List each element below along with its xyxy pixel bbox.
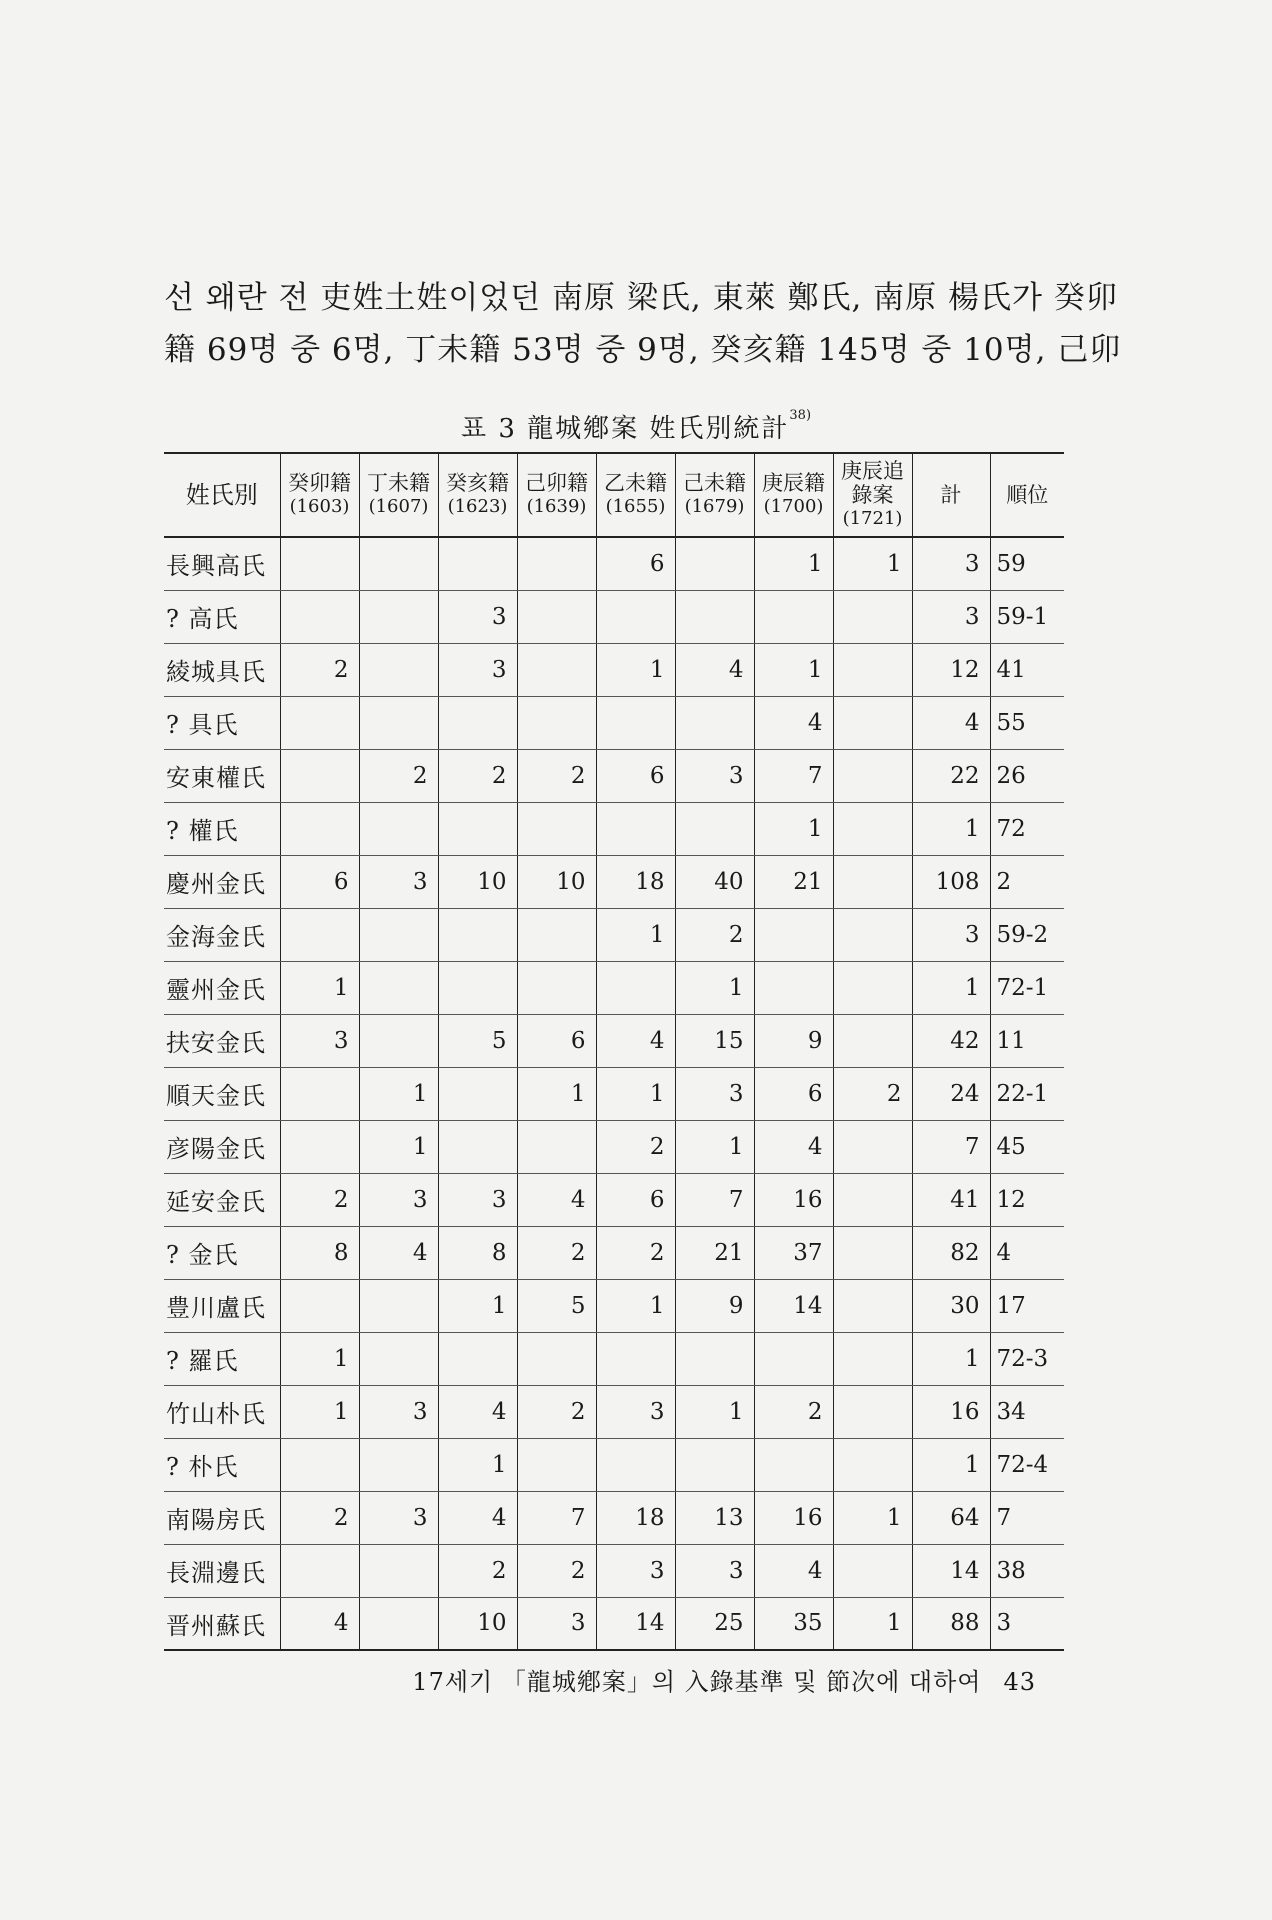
total-cell: 7: [912, 1120, 990, 1173]
table-row: [164, 537, 1064, 590]
total-cell: 41: [912, 1173, 990, 1226]
count-cell: [596, 1438, 675, 1491]
count-cell: 3: [359, 1491, 438, 1544]
count-cell: [517, 908, 596, 961]
count-cell: 1: [675, 1385, 754, 1438]
count-cell: 1: [438, 1279, 517, 1332]
rank-cell: 41: [990, 643, 1064, 696]
count-cell: 4: [754, 1120, 833, 1173]
count-cell: 10: [438, 1597, 517, 1650]
count-cell: 1: [833, 1597, 912, 1650]
count-cell: [833, 1279, 912, 1332]
total-cell: 16: [912, 1385, 990, 1438]
count-cell: [359, 908, 438, 961]
count-cell: 35: [754, 1597, 833, 1650]
column-header-year: (1655): [605, 496, 666, 517]
surname-statistics-table: [164, 452, 1064, 1651]
column-header: [438, 453, 517, 537]
total-cell: 1: [912, 1438, 990, 1491]
count-cell: [517, 590, 596, 643]
rank-cell: 45: [990, 1120, 1064, 1173]
surname-cell: 延安金氏: [164, 1173, 280, 1226]
count-cell: 1: [596, 908, 675, 961]
table-body: [164, 537, 1064, 1650]
table-header: [164, 453, 1064, 537]
count-cell: 8: [280, 1226, 359, 1279]
count-cell: [517, 1438, 596, 1491]
count-cell: [754, 908, 833, 961]
count-cell: 15: [675, 1014, 754, 1067]
count-cell: 3: [517, 1597, 596, 1650]
rank-cell: 72-1: [990, 961, 1064, 1014]
count-cell: [517, 1332, 596, 1385]
rank-cell: 72-3: [990, 1332, 1064, 1385]
column-header: [164, 453, 280, 537]
count-cell: 1: [359, 1067, 438, 1120]
table-row: [164, 1173, 1064, 1226]
count-cell: [517, 802, 596, 855]
count-cell: [280, 537, 359, 590]
count-cell: [596, 802, 675, 855]
count-cell: [280, 1120, 359, 1173]
table-row: [164, 749, 1064, 802]
rank-cell: 26: [990, 749, 1064, 802]
table-row: [164, 908, 1064, 961]
count-cell: 1: [675, 961, 754, 1014]
count-cell: 3: [359, 855, 438, 908]
count-cell: 9: [754, 1014, 833, 1067]
rank-cell: 11: [990, 1014, 1064, 1067]
count-cell: [833, 855, 912, 908]
count-cell: [833, 696, 912, 749]
count-cell: [517, 961, 596, 1014]
count-cell: 6: [517, 1014, 596, 1067]
column-header-label: 癸亥籍: [446, 471, 509, 495]
count-cell: 1: [596, 1279, 675, 1332]
count-cell: 6: [596, 1173, 675, 1226]
count-cell: 3: [675, 1067, 754, 1120]
column-header-year: (1679): [684, 496, 745, 517]
count-cell: [833, 1120, 912, 1173]
table-row: [164, 802, 1064, 855]
surname-cell: 靈州金氏: [164, 961, 280, 1014]
surname-cell: ? 朴氏: [164, 1438, 280, 1491]
count-cell: 3: [596, 1544, 675, 1597]
count-cell: [833, 961, 912, 1014]
count-cell: 1: [359, 1120, 438, 1173]
count-cell: 2: [675, 908, 754, 961]
count-cell: 4: [438, 1385, 517, 1438]
count-cell: [517, 696, 596, 749]
column-header-year: (1721): [842, 508, 903, 529]
page-number: 43: [1003, 1668, 1036, 1696]
count-cell: [833, 643, 912, 696]
count-cell: [359, 1438, 438, 1491]
count-cell: 8: [438, 1226, 517, 1279]
surname-cell: 豊川盧氏: [164, 1279, 280, 1332]
column-header-year: (1639): [526, 496, 587, 517]
count-cell: 1: [596, 643, 675, 696]
count-cell: 3: [438, 590, 517, 643]
count-cell: [280, 590, 359, 643]
rank-cell: 3: [990, 1597, 1064, 1650]
column-header: [990, 453, 1064, 537]
count-cell: 18: [596, 855, 675, 908]
count-cell: 13: [675, 1491, 754, 1544]
count-cell: [359, 1332, 438, 1385]
surname-cell: ? 具氏: [164, 696, 280, 749]
count-cell: 16: [754, 1173, 833, 1226]
column-header-label: 庚辰追錄案: [841, 459, 904, 507]
table-row: [164, 1014, 1064, 1067]
surname-cell: ? 羅氏: [164, 1332, 280, 1385]
column-header: [280, 453, 359, 537]
count-cell: [438, 908, 517, 961]
count-cell: [833, 1385, 912, 1438]
count-cell: 37: [754, 1226, 833, 1279]
total-cell: 3: [912, 908, 990, 961]
count-cell: 40: [675, 855, 754, 908]
column-header-label: 己卯籍: [525, 471, 588, 495]
count-cell: [833, 1544, 912, 1597]
surname-cell: 金海金氏: [164, 908, 280, 961]
total-cell: 108: [912, 855, 990, 908]
running-title: 17세기 「龍城鄕案」의 入錄基準 및 節次에 대하여: [412, 1668, 982, 1696]
column-header-year: (1700): [763, 496, 824, 517]
count-cell: [359, 643, 438, 696]
count-cell: 4: [438, 1491, 517, 1544]
column-header-year: (1607): [368, 496, 429, 517]
count-cell: [280, 1279, 359, 1332]
column-header: [517, 453, 596, 537]
count-cell: 4: [517, 1173, 596, 1226]
count-cell: 4: [359, 1226, 438, 1279]
count-cell: [359, 696, 438, 749]
count-cell: [675, 802, 754, 855]
rank-cell: 55: [990, 696, 1064, 749]
count-cell: 14: [754, 1279, 833, 1332]
count-cell: 4: [754, 1544, 833, 1597]
count-cell: 6: [596, 749, 675, 802]
count-cell: [438, 1120, 517, 1173]
count-cell: [359, 537, 438, 590]
total-cell: 42: [912, 1014, 990, 1067]
column-header-year: (1623): [447, 496, 508, 517]
count-cell: 3: [438, 643, 517, 696]
count-cell: 4: [675, 643, 754, 696]
surname-cell: 長興高氏: [164, 537, 280, 590]
count-cell: 14: [596, 1597, 675, 1650]
rank-cell: 17: [990, 1279, 1064, 1332]
count-cell: [833, 1226, 912, 1279]
count-cell: 1: [517, 1067, 596, 1120]
rank-cell: 59-2: [990, 908, 1064, 961]
count-cell: [280, 696, 359, 749]
surname-cell: ? 高氏: [164, 590, 280, 643]
count-cell: [833, 590, 912, 643]
column-header-year: (1603): [289, 496, 350, 517]
count-cell: 3: [280, 1014, 359, 1067]
count-cell: 4: [280, 1597, 359, 1650]
count-cell: 1: [438, 1438, 517, 1491]
count-cell: 1: [754, 643, 833, 696]
paragraph-line-1: 선 왜란 전 吏姓土姓이었던 南原 梁氏, 東萊 鄭氏, 南原 楊氏가 癸卯: [164, 280, 1118, 316]
count-cell: 1: [754, 802, 833, 855]
count-cell: [438, 802, 517, 855]
table-row: [164, 1226, 1064, 1279]
count-cell: 5: [438, 1014, 517, 1067]
count-cell: [596, 696, 675, 749]
count-cell: [517, 1120, 596, 1173]
rank-cell: 72: [990, 802, 1064, 855]
count-cell: 1: [596, 1067, 675, 1120]
total-cell: 12: [912, 643, 990, 696]
count-cell: [754, 961, 833, 1014]
header-row: [164, 453, 1064, 537]
total-cell: 82: [912, 1226, 990, 1279]
total-cell: 1: [912, 1332, 990, 1385]
total-cell: 64: [912, 1491, 990, 1544]
count-cell: 3: [359, 1173, 438, 1226]
count-cell: [280, 802, 359, 855]
count-cell: [359, 1014, 438, 1067]
total-cell: 14: [912, 1544, 990, 1597]
table-row: [164, 696, 1064, 749]
running-footer: [0, 1662, 1036, 1697]
body-paragraph: [164, 272, 1122, 376]
column-header-label: 己未籍: [683, 471, 746, 495]
table-row: [164, 855, 1064, 908]
count-cell: [833, 1438, 912, 1491]
count-cell: 2: [754, 1385, 833, 1438]
table-row: [164, 1279, 1064, 1332]
count-cell: [359, 961, 438, 1014]
table-row: [164, 1544, 1064, 1597]
count-cell: [754, 590, 833, 643]
surname-cell: 竹山朴氏: [164, 1385, 280, 1438]
surname-cell: 彦陽金氏: [164, 1120, 280, 1173]
count-cell: [359, 1544, 438, 1597]
count-cell: [833, 749, 912, 802]
count-cell: [438, 1332, 517, 1385]
count-cell: 7: [517, 1491, 596, 1544]
column-header-label: 乙未籍: [604, 471, 667, 495]
surname-cell: 南陽房氏: [164, 1491, 280, 1544]
count-cell: [359, 1279, 438, 1332]
count-cell: 2: [596, 1226, 675, 1279]
count-cell: 2: [280, 643, 359, 696]
count-cell: 5: [517, 1279, 596, 1332]
count-cell: 6: [596, 537, 675, 590]
count-cell: [833, 1332, 912, 1385]
table-row: [164, 1385, 1064, 1438]
count-cell: [280, 908, 359, 961]
column-header: [596, 453, 675, 537]
table-row: [164, 590, 1064, 643]
surname-cell: 晋州蘇氏: [164, 1597, 280, 1650]
count-cell: [675, 590, 754, 643]
footnote-marker: 38): [789, 408, 812, 423]
count-cell: 21: [675, 1226, 754, 1279]
surname-cell: ? 金氏: [164, 1226, 280, 1279]
column-header-label: 計: [940, 483, 962, 507]
count-cell: [438, 1067, 517, 1120]
count-cell: [280, 1438, 359, 1491]
count-cell: [675, 1438, 754, 1491]
count-cell: [833, 802, 912, 855]
rank-cell: 22-1: [990, 1067, 1064, 1120]
total-cell: 24: [912, 1067, 990, 1120]
count-cell: 18: [596, 1491, 675, 1544]
count-cell: [754, 1438, 833, 1491]
table-row: [164, 1438, 1064, 1491]
column-header: [754, 453, 833, 537]
count-cell: 1: [833, 537, 912, 590]
total-cell: 22: [912, 749, 990, 802]
count-cell: 10: [517, 855, 596, 908]
rank-cell: 59-1: [990, 590, 1064, 643]
count-cell: [833, 908, 912, 961]
surname-cell: 長淵邊氏: [164, 1544, 280, 1597]
total-cell: 4: [912, 696, 990, 749]
count-cell: [359, 1597, 438, 1650]
count-cell: [280, 1067, 359, 1120]
rank-cell: 59: [990, 537, 1064, 590]
count-cell: 2: [359, 749, 438, 802]
count-cell: 1: [833, 1491, 912, 1544]
count-cell: 1: [280, 1385, 359, 1438]
column-header-label: 庚辰籍: [762, 471, 825, 495]
rank-cell: 34: [990, 1385, 1064, 1438]
count-cell: 21: [754, 855, 833, 908]
count-cell: [675, 1332, 754, 1385]
count-cell: 1: [754, 537, 833, 590]
count-cell: 6: [280, 855, 359, 908]
column-header: [359, 453, 438, 537]
table-row: [164, 643, 1064, 696]
rank-cell: 38: [990, 1544, 1064, 1597]
count-cell: [438, 696, 517, 749]
count-cell: 2: [517, 1385, 596, 1438]
table-row: [164, 961, 1064, 1014]
surname-cell: 慶州金氏: [164, 855, 280, 908]
count-cell: 2: [280, 1173, 359, 1226]
count-cell: 25: [675, 1597, 754, 1650]
count-cell: 1: [280, 961, 359, 1014]
paragraph-line-2: 籍 69명 중 6명, 丁未籍 53명 중 9명, 癸亥籍 145명 중 10명, 己卯: [164, 332, 1122, 368]
rank-cell: 12: [990, 1173, 1064, 1226]
count-cell: [596, 961, 675, 1014]
surname-cell: 綾城具氏: [164, 643, 280, 696]
count-cell: 4: [754, 696, 833, 749]
rank-cell: 2: [990, 855, 1064, 908]
count-cell: 6: [754, 1067, 833, 1120]
surname-cell: 順天金氏: [164, 1067, 280, 1120]
count-cell: 2: [517, 749, 596, 802]
total-cell: 1: [912, 802, 990, 855]
count-cell: 16: [754, 1491, 833, 1544]
table-caption: [0, 408, 1272, 445]
rank-cell: 4: [990, 1226, 1064, 1279]
column-header-label: 癸卯籍: [288, 471, 351, 495]
count-cell: [833, 1173, 912, 1226]
count-cell: [754, 1332, 833, 1385]
count-cell: 7: [754, 749, 833, 802]
table-row: [164, 1067, 1064, 1120]
count-cell: 1: [280, 1332, 359, 1385]
total-cell: 1: [912, 961, 990, 1014]
count-cell: [517, 537, 596, 590]
count-cell: 3: [438, 1173, 517, 1226]
column-header-label: 順位: [1006, 483, 1049, 507]
count-cell: [833, 1014, 912, 1067]
table-caption-text: 표 3 龍城鄕案 姓氏別統計: [460, 414, 790, 444]
count-cell: 3: [675, 749, 754, 802]
total-cell: 3: [912, 590, 990, 643]
count-cell: [359, 802, 438, 855]
rank-cell: 72-4: [990, 1438, 1064, 1491]
count-cell: 2: [833, 1067, 912, 1120]
count-cell: [438, 537, 517, 590]
count-cell: 3: [359, 1385, 438, 1438]
count-cell: [280, 1544, 359, 1597]
count-cell: [596, 1332, 675, 1385]
count-cell: 2: [517, 1544, 596, 1597]
count-cell: [359, 590, 438, 643]
count-cell: 7: [675, 1173, 754, 1226]
column-header: [833, 453, 912, 537]
total-cell: 3: [912, 537, 990, 590]
count-cell: [675, 537, 754, 590]
column-header-label: 丁未籍: [367, 471, 430, 495]
count-cell: 9: [675, 1279, 754, 1332]
table-row: [164, 1597, 1064, 1650]
count-cell: 1: [675, 1120, 754, 1173]
surname-cell: 安東權氏: [164, 749, 280, 802]
count-cell: 10: [438, 855, 517, 908]
total-cell: 88: [912, 1597, 990, 1650]
count-cell: [438, 961, 517, 1014]
table-row: [164, 1332, 1064, 1385]
count-cell: 2: [438, 1544, 517, 1597]
count-cell: 3: [596, 1385, 675, 1438]
count-cell: 4: [596, 1014, 675, 1067]
surname-cell: 扶安金氏: [164, 1014, 280, 1067]
count-cell: [675, 696, 754, 749]
count-cell: 2: [438, 749, 517, 802]
table-row: [164, 1491, 1064, 1544]
count-cell: 2: [517, 1226, 596, 1279]
column-header: [912, 453, 990, 537]
total-cell: 30: [912, 1279, 990, 1332]
table-row: [164, 1120, 1064, 1173]
surname-cell: ? 權氏: [164, 802, 280, 855]
count-cell: [280, 749, 359, 802]
count-cell: 2: [280, 1491, 359, 1544]
rank-cell: 7: [990, 1491, 1064, 1544]
count-cell: [517, 643, 596, 696]
column-header: [675, 453, 754, 537]
column-header-label: 姓氏別: [185, 481, 258, 509]
count-cell: [596, 590, 675, 643]
count-cell: 2: [596, 1120, 675, 1173]
count-cell: 3: [675, 1544, 754, 1597]
